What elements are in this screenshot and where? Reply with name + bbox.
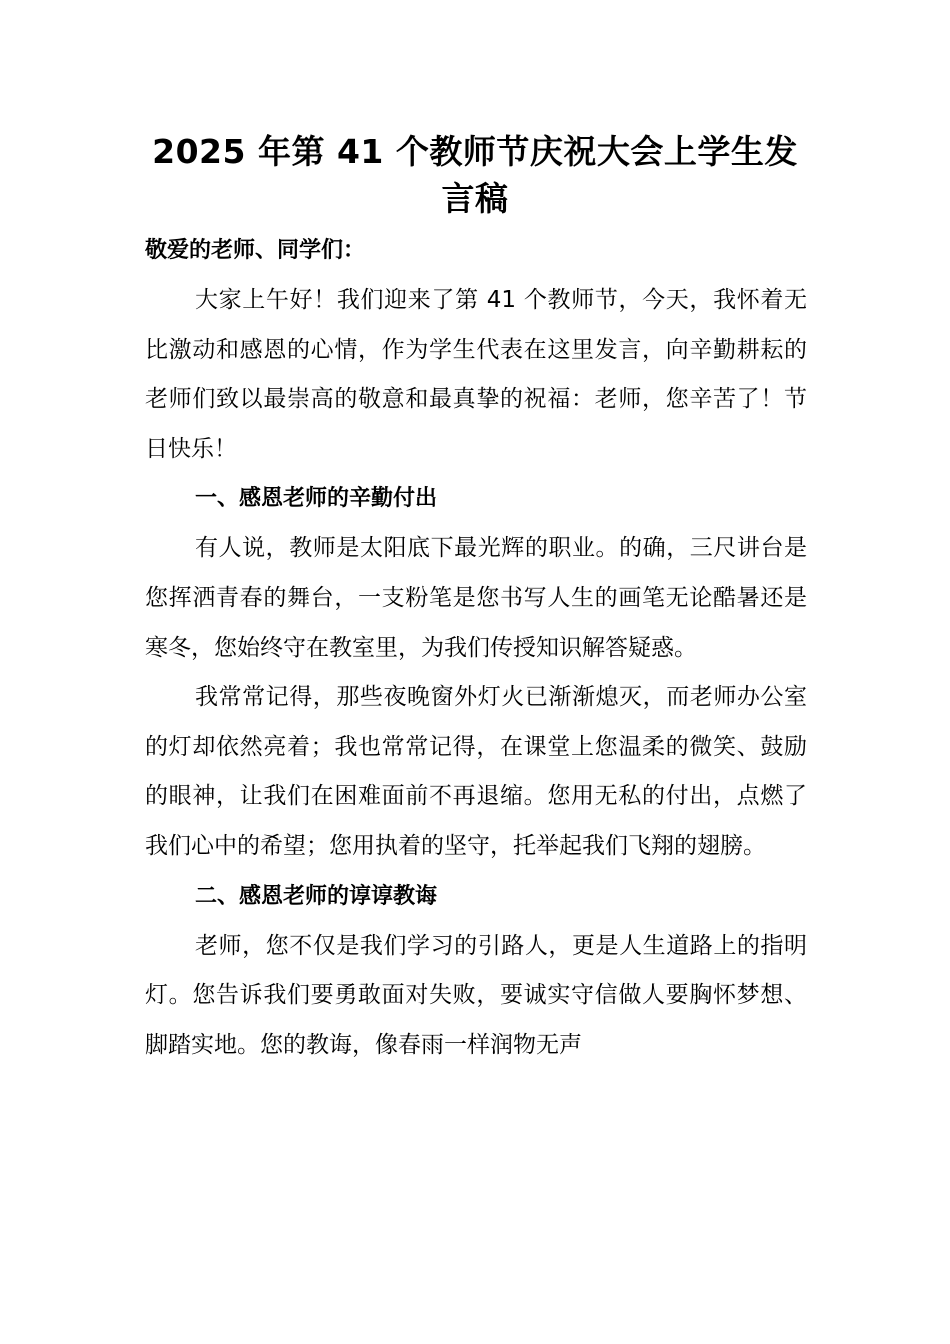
paragraph-section1-b: 我常常记得，那些夜晚窗外灯火已渐渐熄灭，而老师办公室的灯却依然亮着；我也常常记得，在课堂上您温柔的微笑、鼓励的眼神，让我们在困难面前不再退缩。您用无私的付出，点燃了我们心中的希望；您用执着的坚守，托举起我们飞翔的翅膀。 xyxy=(145,684,807,859)
paragraph-section1-a: 有人说，教师是太阳底下最光辉的职业。的确，三尺讲台是您挥洒青春的舞台，一支粉笔是您书写人生的画笔无论酷暑还是寒冬，您始终守在教室里，为我们传授知识解答疑惑。 xyxy=(145,535,807,661)
document-body xyxy=(145,226,807,1070)
paragraph-opening: 大家上午好！我们迎来了第 41 个教师节，今天，我怀着无比激动和感恩的心情，作为学生代表在这里发言，向辛勤耕耘的老师们致以最崇高的敬意和最真挚的祝福：老师，您辛苦了！节日快乐！ xyxy=(145,287,807,462)
salutation: 敬爱的老师、同学们： xyxy=(145,238,366,263)
document-title: 2025 年第 41 个教师节庆祝大会上学生发言稿 xyxy=(152,132,798,218)
section-heading-2: 二、感恩老师的谆谆教诲 xyxy=(195,883,438,909)
section-heading-1: 一、感恩老师的辛勤付出 xyxy=(195,486,438,512)
paragraph-section2-a: 老师，您不仅是我们学习的引路人，更是人生道路上的指明灯。您告诉我们要勇敢面对失败，要诚实守信做人要胸怀梦想、脚踏实地。您的教诲，像春雨一样润物无声 xyxy=(145,932,807,1058)
